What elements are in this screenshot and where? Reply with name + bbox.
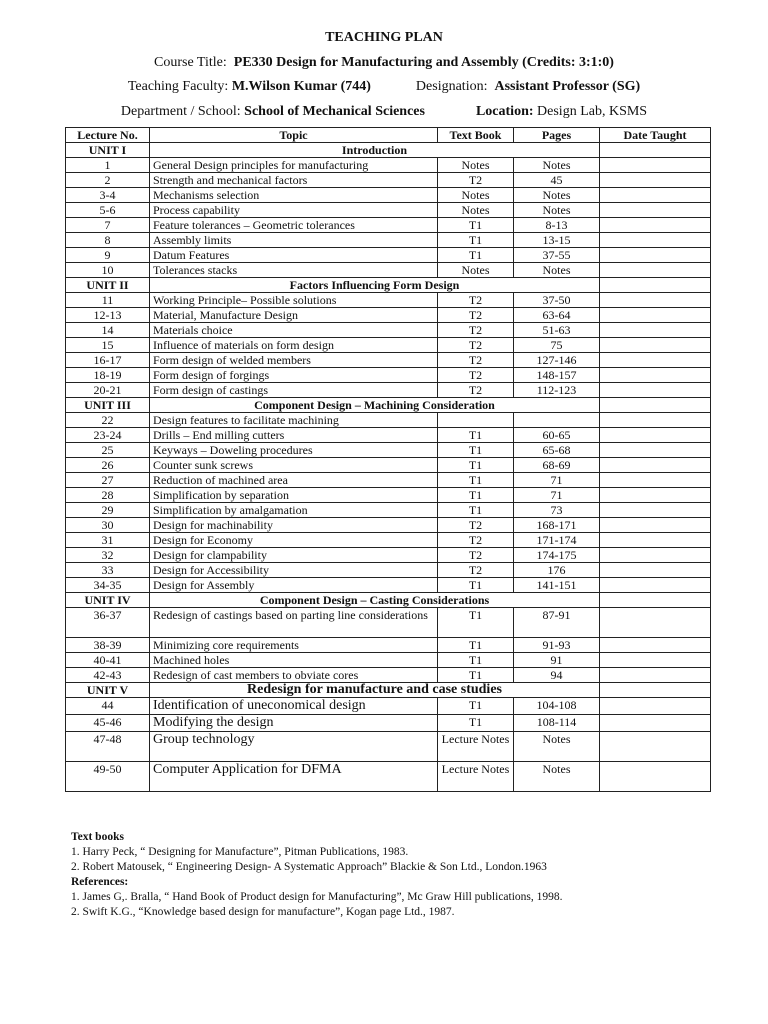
table-row [66, 518, 711, 533]
unit-header-row [66, 278, 711, 293]
topic-cell: Design for Assembly [150, 578, 438, 593]
textbook-cell: T1 [438, 233, 514, 248]
date-taught-cell [600, 248, 711, 263]
unit-title: Component Design – Machining Consideration [150, 398, 600, 413]
topic-cell: Computer Application for DFMA [150, 762, 438, 792]
topic-cell: Design for Accessibility [150, 563, 438, 578]
pages-cell: 174-175 [514, 548, 600, 563]
topic-cell: Feature tolerances – Geometric tolerances [150, 218, 438, 233]
pages-cell: 37-55 [514, 248, 600, 263]
textbooks-heading: Text books [71, 831, 124, 843]
unit-header-row [66, 683, 711, 698]
lecture-no-cell: 7 [66, 218, 150, 233]
lecture-no-cell: 38-39 [66, 638, 150, 653]
unit-label: UNIT I [66, 143, 150, 158]
topic-cell: Drills – End milling cutters [150, 428, 438, 443]
date-taught-cell [600, 458, 711, 473]
pages-cell: 176 [514, 563, 600, 578]
date-taught-cell [600, 218, 711, 233]
date-taught-cell [600, 488, 711, 503]
topic-cell: Simplification by separation [150, 488, 438, 503]
table-row [66, 368, 711, 383]
table-row [66, 383, 711, 398]
textbook-cell: T1 [438, 428, 514, 443]
table-row [66, 353, 711, 368]
pages-cell: 73 [514, 503, 600, 518]
topic-cell: Process capability [150, 203, 438, 218]
textbook-cell: T2 [438, 563, 514, 578]
textbook-cell: T2 [438, 533, 514, 548]
table-header-row [66, 128, 711, 143]
date-taught-cell [600, 593, 711, 608]
date-taught-cell [600, 413, 711, 428]
pages-cell: 168-171 [514, 518, 600, 533]
table-row [66, 218, 711, 233]
lecture-no-cell: 42-43 [66, 668, 150, 683]
table-row [66, 248, 711, 263]
topic-cell: Design for machinability [150, 518, 438, 533]
lecture-no-cell: 40-41 [66, 653, 150, 668]
unit-header-row [66, 593, 711, 608]
date-taught-cell [600, 548, 711, 563]
textbook-cell: T2 [438, 353, 514, 368]
date-taught-cell [600, 653, 711, 668]
textbook-cell: T1 [438, 473, 514, 488]
topic-cell: Form design of castings [150, 383, 438, 398]
table-row [66, 188, 711, 203]
unit-label: UNIT IV [66, 593, 150, 608]
lecture-no-cell: 27 [66, 473, 150, 488]
topic-cell: Redesign of castings based on parting line considerations [150, 608, 438, 638]
unit-title: Factors Influencing Form Design [150, 278, 600, 293]
date-taught-cell [600, 473, 711, 488]
textbook-cell: T2 [438, 548, 514, 563]
textbook-cell: T2 [438, 338, 514, 353]
topic-cell: Mechanisms selection [150, 188, 438, 203]
pages-cell: Notes [514, 188, 600, 203]
date-taught-cell [600, 338, 711, 353]
date-taught-cell [600, 383, 711, 398]
lecture-no-cell: 23-24 [66, 428, 150, 443]
lecture-no-cell: 10 [66, 263, 150, 278]
table-row [66, 308, 711, 323]
pages-cell: 60-65 [514, 428, 600, 443]
unit-title: Introduction [150, 143, 600, 158]
pages-cell: 91 [514, 653, 600, 668]
pages-cell: Notes [514, 158, 600, 173]
table-row [66, 443, 711, 458]
lecture-no-cell: 5-6 [66, 203, 150, 218]
pages-cell: 75 [514, 338, 600, 353]
date-taught-cell [600, 158, 711, 173]
reference-item: 2. Swift K.G., “Knowledge based design for manufacture”, Kogan page Ltd., 1987. [71, 906, 455, 918]
topic-cell: Identification of uneconomical design [150, 698, 438, 715]
table-row [66, 203, 711, 218]
topic-cell: Reduction of machined area [150, 473, 438, 488]
lecture-no-cell: 16-17 [66, 353, 150, 368]
lecture-no-cell: 29 [66, 503, 150, 518]
table-row [66, 503, 711, 518]
col-header-date: Date Taught [600, 128, 711, 143]
date-taught-cell [600, 563, 711, 578]
pages-cell: 141-151 [514, 578, 600, 593]
pages-cell: 71 [514, 473, 600, 488]
table-row [66, 533, 711, 548]
textbook-cell: Notes [438, 203, 514, 218]
lecture-no-cell: 3-4 [66, 188, 150, 203]
topic-cell: Design for clampability [150, 548, 438, 563]
unit-label: UNIT V [66, 683, 150, 698]
lecture-no-cell: 12-13 [66, 308, 150, 323]
textbook-cell [438, 413, 514, 428]
topic-cell: Machined holes [150, 653, 438, 668]
pages-cell: 51-63 [514, 323, 600, 338]
topic-cell: Materials choice [150, 323, 438, 338]
lecture-no-cell: 15 [66, 338, 150, 353]
textbook-cell: T2 [438, 383, 514, 398]
table-row [66, 158, 711, 173]
date-taught-cell [600, 518, 711, 533]
date-taught-cell [600, 683, 711, 698]
textbook-cell: T1 [438, 248, 514, 263]
lecture-no-cell: 36-37 [66, 608, 150, 638]
unit-header-row [66, 398, 711, 413]
date-taught-cell [600, 323, 711, 338]
unit-title: Redesign for manufacture and case studies [150, 683, 600, 698]
textbook-item: 2. Robert Matousek, “ Engineering Design- A Systematic Approach” Blackie & Son Ltd., London.1963 [71, 861, 547, 873]
topic-cell: General Design principles for manufacturing [150, 158, 438, 173]
topic-cell: Form design of forgings [150, 368, 438, 383]
textbook-cell: T2 [438, 293, 514, 308]
lecture-no-cell: 28 [66, 488, 150, 503]
table-row [66, 458, 711, 473]
topic-cell: Simplification by amalgamation [150, 503, 438, 518]
topic-cell: Datum Features [150, 248, 438, 263]
table-row [66, 488, 711, 503]
lecture-no-cell: 2 [66, 173, 150, 188]
pages-cell: 87-91 [514, 608, 600, 638]
date-taught-cell [600, 638, 711, 653]
topic-cell: Redesign of cast members to obviate cores [150, 668, 438, 683]
textbook-cell: T2 [438, 368, 514, 383]
date-taught-cell [600, 668, 711, 683]
lecture-no-cell: 14 [66, 323, 150, 338]
date-taught-cell [600, 143, 711, 158]
lecture-no-cell: 30 [66, 518, 150, 533]
lecture-no-cell: 45-46 [66, 715, 150, 732]
date-taught-cell [600, 715, 711, 732]
dept-value: School of Mechanical Sciences [244, 104, 425, 119]
lecture-no-cell: 9 [66, 248, 150, 263]
pages-cell: 71 [514, 488, 600, 503]
table-row [66, 638, 711, 653]
table-row [66, 762, 711, 792]
reference-item: 1. James G,. Bralla, “ Hand Book of Product design for Manufacturing”, Mc Graw Hill publications, 1998. [71, 891, 563, 903]
designation-label: Designation: [415, 79, 488, 94]
pages-cell: 127-146 [514, 353, 600, 368]
textbook-cell: Notes [438, 263, 514, 278]
pages-cell: 63-64 [514, 308, 600, 323]
date-taught-cell [600, 398, 711, 413]
pages-cell: Notes [514, 263, 600, 278]
pages-cell [514, 413, 600, 428]
lecture-no-cell: 31 [66, 533, 150, 548]
unit-label: UNIT III [66, 398, 150, 413]
date-taught-cell [600, 368, 711, 383]
pages-cell: 68-69 [514, 458, 600, 473]
textbook-cell: T1 [438, 443, 514, 458]
date-taught-cell [600, 233, 711, 248]
pages-cell: Notes [514, 762, 600, 792]
page-title: TEACHING PLAN [325, 30, 443, 45]
lecture-no-cell: 44 [66, 698, 150, 715]
lecture-no-cell: 25 [66, 443, 150, 458]
table-row [66, 698, 711, 715]
pages-cell: 45 [514, 173, 600, 188]
date-taught-cell [600, 533, 711, 548]
table-row [66, 323, 711, 338]
topic-cell: Material, Manufacture Design [150, 308, 438, 323]
pages-cell: 13-15 [514, 233, 600, 248]
textbook-cell: T1 [438, 488, 514, 503]
unit-label: UNIT II [66, 278, 150, 293]
topic-cell: Assembly limits [150, 233, 438, 248]
topic-cell: Minimizing core requirements [150, 638, 438, 653]
date-taught-cell [600, 173, 711, 188]
lecture-no-cell: 33 [66, 563, 150, 578]
pages-cell: Notes [514, 732, 600, 762]
table-row [66, 473, 711, 488]
textbook-cell: T2 [438, 518, 514, 533]
lecture-no-cell: 1 [66, 158, 150, 173]
date-taught-cell [600, 203, 711, 218]
teaching-plan-table [65, 127, 711, 792]
location-value: Design Lab, KSMS [537, 104, 648, 119]
date-taught-cell [600, 732, 711, 762]
date-taught-cell [600, 608, 711, 638]
references-section [71, 830, 691, 920]
pages-cell: 104-108 [514, 698, 600, 715]
date-taught-cell [600, 578, 711, 593]
table-row [66, 293, 711, 308]
topic-cell: Keyways – Doweling procedures [150, 443, 438, 458]
textbook-item: 1. Harry Peck, “ Designing for Manufacture”, Pitman Publications, 1983. [71, 846, 409, 858]
table-row [66, 715, 711, 732]
table-row [66, 732, 711, 762]
col-header-topic: Topic [150, 128, 438, 143]
topic-cell: Design features to facilitate machining [150, 413, 438, 428]
lecture-no-cell: 26 [66, 458, 150, 473]
department-line [0, 104, 768, 120]
textbook-cell: T1 [438, 653, 514, 668]
faculty-value: M.Wilson Kumar (744) [231, 79, 371, 94]
lecture-no-cell: 49-50 [66, 762, 150, 792]
textbook-cell: Notes [438, 158, 514, 173]
topic-cell: Strength and mechanical factors [150, 173, 438, 188]
lecture-no-cell: 47-48 [66, 732, 150, 762]
textbook-cell: T1 [438, 668, 514, 683]
course-label: Course Title [154, 55, 223, 70]
table-row [66, 668, 711, 683]
date-taught-cell [600, 263, 711, 278]
table-row [66, 173, 711, 188]
topic-cell: Influence of materials on form design [150, 338, 438, 353]
textbook-cell: T2 [438, 308, 514, 323]
col-header-lecture: Lecture No. [66, 128, 150, 143]
table-row [66, 608, 711, 638]
topic-cell: Working Principle– Possible solutions [150, 293, 438, 308]
col-header-pages: Pages [514, 128, 600, 143]
pages-cell: 171-174 [514, 533, 600, 548]
col-header-textbook: Text Book [438, 128, 514, 143]
textbook-cell: Lecture Notes [438, 762, 514, 792]
pages-cell: 108-114 [514, 715, 600, 732]
unit-title: Component Design – Casting Considerations [150, 593, 600, 608]
textbook-cell: T2 [438, 323, 514, 338]
pages-cell: 37-50 [514, 293, 600, 308]
pages-cell: 94 [514, 668, 600, 683]
textbook-cell: T1 [438, 638, 514, 653]
table-row [66, 563, 711, 578]
textbook-cell: T1 [438, 503, 514, 518]
topic-cell: Modifying the design [150, 715, 438, 732]
lecture-no-cell: 22 [66, 413, 150, 428]
topic-cell: Group technology [150, 732, 438, 762]
textbook-cell: T1 [438, 715, 514, 732]
date-taught-cell [600, 503, 711, 518]
date-taught-cell [600, 293, 711, 308]
pages-cell: 112-123 [514, 383, 600, 398]
date-taught-cell [600, 308, 711, 323]
lecture-no-cell: 8 [66, 233, 150, 248]
date-taught-cell [600, 698, 711, 715]
textbook-cell: T2 [438, 173, 514, 188]
designation-value: Assistant Professor (SG) [494, 79, 641, 94]
date-taught-cell [600, 443, 711, 458]
lecture-no-cell: 11 [66, 293, 150, 308]
topic-cell: Tolerances stacks [150, 263, 438, 278]
pages-cell: 91-93 [514, 638, 600, 653]
table-row [66, 263, 711, 278]
table-row [66, 338, 711, 353]
lecture-no-cell: 34-35 [66, 578, 150, 593]
faculty-line [0, 79, 768, 95]
references-heading: References: [71, 876, 129, 888]
table-row [66, 653, 711, 668]
pages-cell: 65-68 [514, 443, 600, 458]
table-row [66, 548, 711, 563]
date-taught-cell [600, 188, 711, 203]
topic-cell: Design for Economy [150, 533, 438, 548]
table-row [66, 233, 711, 248]
date-taught-cell [600, 428, 711, 443]
table-row [66, 413, 711, 428]
table-body [66, 143, 711, 792]
topic-cell: Counter sunk screws [150, 458, 438, 473]
faculty-label: Teaching Faculty: [127, 79, 229, 94]
table-row [66, 428, 711, 443]
date-taught-cell [600, 762, 711, 792]
table-row [66, 578, 711, 593]
lecture-no-cell: 20-21 [66, 383, 150, 398]
textbook-cell: T1 [438, 458, 514, 473]
pages-cell: Notes [514, 203, 600, 218]
topic-cell: Form design of welded members [150, 353, 438, 368]
pages-cell: 8-13 [514, 218, 600, 233]
location-label: Location: [475, 104, 534, 119]
textbook-cell: Lecture Notes [438, 732, 514, 762]
textbook-cell: T1 [438, 608, 514, 638]
textbook-cell: T1 [438, 218, 514, 233]
lecture-no-cell: 18-19 [66, 368, 150, 383]
textbook-cell: Notes [438, 188, 514, 203]
course-value: PE330 Design for Manufacturing and Assembly (Credits: 3:1:0) [233, 55, 614, 70]
textbook-cell: T1 [438, 698, 514, 715]
date-taught-cell [600, 353, 711, 368]
unit-header-row [66, 143, 711, 158]
date-taught-cell [600, 278, 711, 293]
lecture-no-cell: 32 [66, 548, 150, 563]
textbook-cell: T1 [438, 578, 514, 593]
course-title-line: Course Title: PE330 Design for Manufacturing and Assembly (Credits: 3:1:0) [154, 55, 614, 70]
dept-label: Department / School: [120, 104, 241, 119]
pages-cell: 148-157 [514, 368, 600, 383]
